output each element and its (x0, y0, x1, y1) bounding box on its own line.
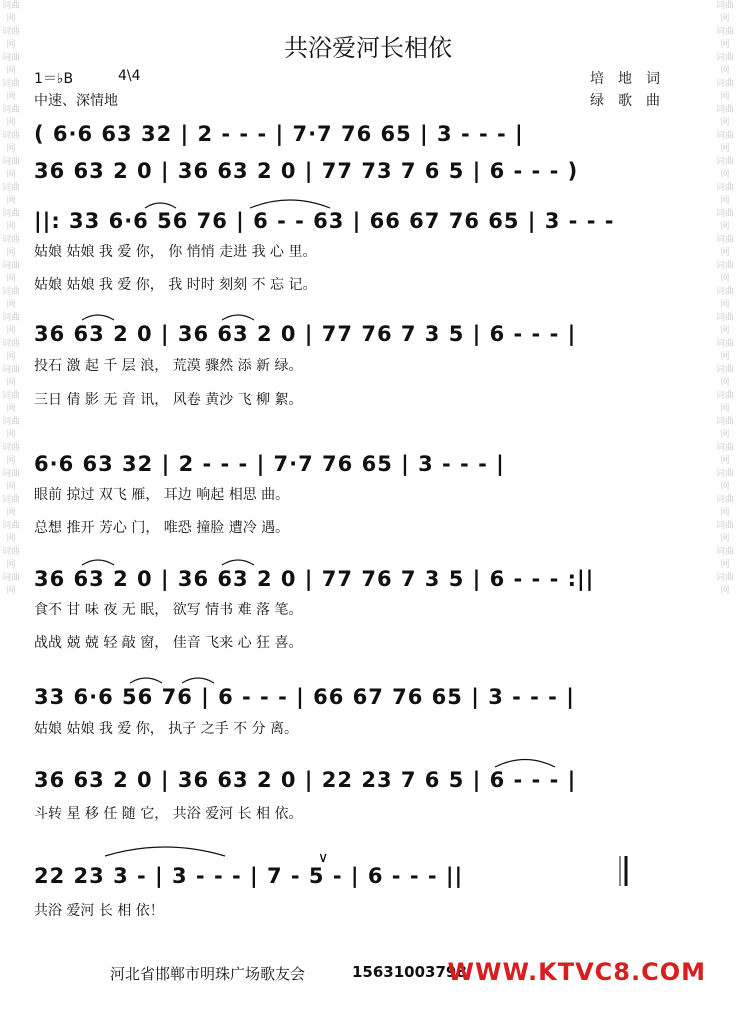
composer-credit: 绿 歌 曲 (590, 93, 660, 109)
lyric-line: 共浴 爱河 长 相 依！ (34, 903, 164, 919)
slur-mark (82, 315, 114, 320)
lyric-line: 投石 激 起 千 层 浪， 荒漠 骤然 添 新 绿。 (34, 358, 303, 374)
slur-mark (182, 678, 214, 683)
slur-mark (222, 560, 254, 565)
notation-row-9: 22 23 3 - | 3 - - - | 7 - 5 - | 6 - - - || (34, 864, 464, 888)
footer-website[interactable]: WWW.KTVC8.COM (447, 958, 706, 986)
lyric-line: 姑娘 姑娘 我 爱 你， 我 时时 刻刻 不 忘 记。 (34, 277, 317, 293)
slur-mark (145, 203, 176, 208)
slur-mark (105, 847, 225, 856)
footer-organization: 河北省邯郸市明珠广场歌友会 (110, 965, 306, 983)
slur-mark (130, 678, 162, 683)
lyric-line: 姑娘 姑娘 我 爱 你， 你 悄悄 走进 我 心 里。 (34, 244, 317, 260)
notation-row-4: 36 63 2 0 | 36 63 2 0 | 77 76 7 3 5 | 6 - - - | (34, 322, 577, 346)
lyric-line: 战战 兢 兢 轻 敲 窗， 佳音 飞来 心 狂 喜。 (34, 635, 303, 651)
slur-mark (495, 760, 555, 768)
slur-mark (222, 315, 254, 320)
notation-row-1: ( 6·6 63 32 | 2 - - - | 7·7 76 65 | 3 - - - | (34, 122, 524, 146)
breath-mark: ∨ (318, 850, 329, 866)
lyric-line: 斗转 星 移 任 随 它， 共浴 爱河 长 相 依。 (34, 806, 303, 822)
notation-row-7: 33 6·6 56 76 | 6 - - - | 66 67 76 65 | 3 - - - | (34, 685, 575, 709)
watermark-left: 词曲网 词曲网 词曲网 词曲网 词曲网 词曲网 词曲网 词曲网 词曲网 词曲网 词曲网 词曲网 词曲网 词曲网 词曲网 词曲网 词曲网 词曲网 词曲网 词曲网 词曲网 词曲网 词曲网 (2, 1, 21, 596)
notation-row-5: 6·6 63 32 | 2 - - - | 7·7 76 65 | 3 - - - | (34, 452, 505, 476)
notation-row-6: 36 63 2 0 | 36 63 2 0 | 77 76 7 3 5 | 6 - - - :|| (34, 567, 595, 591)
tempo-marking: 中速、深情地 (34, 93, 118, 109)
slur-mark (250, 200, 330, 208)
lyric-line: 姑娘 姑娘 我 爱 你， 执子 之手 不 分 离。 (34, 721, 299, 737)
notation-row-3: ||: 33 6·6 56 76 | 6 - - 63 | 66 67 76 65 | 3 - - - (34, 209, 615, 233)
lyricist-credit: 培 地 词 (590, 71, 660, 87)
footer-phone: 15631003798 (352, 963, 467, 981)
song-title: 共浴爱河长相依 (284, 34, 452, 62)
time-signature: 4\4 (118, 68, 141, 84)
notation-row-8: 36 63 2 0 | 36 63 2 0 | 22 23 7 6 5 | 6 - - - | (34, 768, 577, 792)
slur-mark (82, 560, 114, 565)
lyric-line: 眼前 掠过 双飞 雁， 耳边 响起 相思 曲。 (34, 487, 290, 503)
watermark-right: 词曲网 词曲网 词曲网 词曲网 词曲网 词曲网 词曲网 词曲网 词曲网 词曲网 词曲网 词曲网 词曲网 词曲网 词曲网 词曲网 词曲网 词曲网 词曲网 词曲网 词曲网 词曲网 词曲网 (716, 1, 735, 596)
lyric-line: 总想 推开 芳心 门， 唯恐 撞脸 遭冷 遇。 (34, 520, 290, 536)
key-signature: 1＝♭B (34, 71, 74, 87)
lyric-line: 食不 甘 味 夜 无 眠， 欲写 情书 难 落 笔。 (34, 602, 303, 618)
notation-row-2: 36 63 2 0 | 36 63 2 0 | 77 73 7 6 5 | 6 - - - ) (34, 159, 579, 183)
lyric-line: 三日 倩 影 无 音 讯， 风卷 黄沙 飞 柳 絮。 (34, 392, 303, 408)
